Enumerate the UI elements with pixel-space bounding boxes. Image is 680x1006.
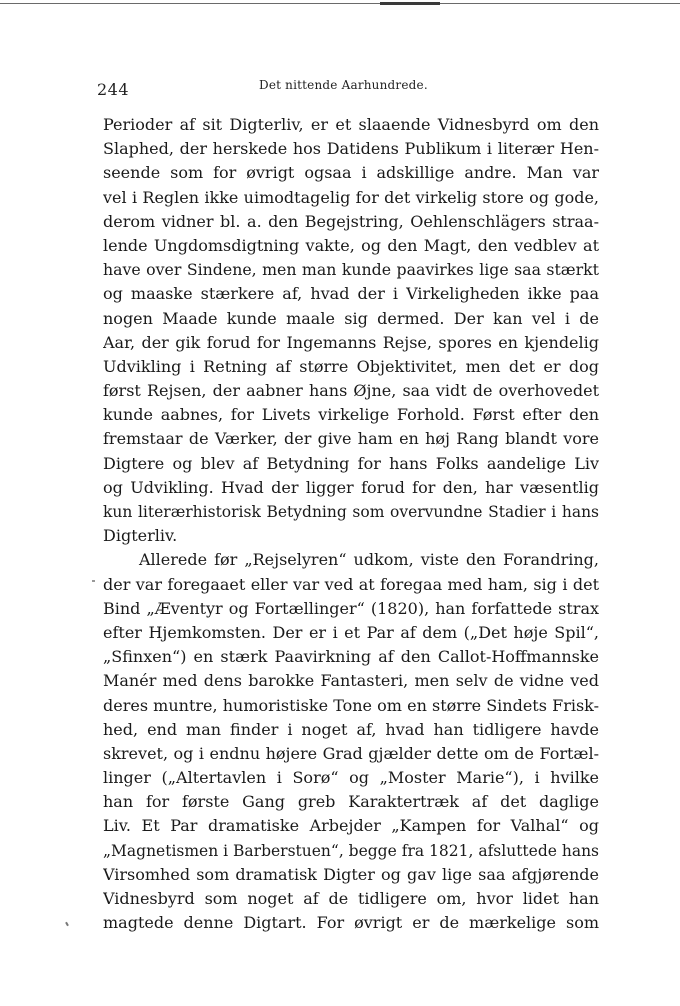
text-line: han for første Gang greb Karaktertræk af det daglige (103, 792, 599, 812)
top-edge-rule (0, 3, 680, 4)
text-line: Bind „Æventyr og Fortællinger“ (1820), han forfattede strax (103, 598, 599, 618)
body-text (103, 113, 599, 935)
text-line: Vidnesbyrd som noget af de tidligere om, hvor lidet han (103, 889, 599, 908)
text-line: Udvikling i Retning af større Objektivitet, men det er dog (103, 356, 599, 376)
text-line: Digterliv. (103, 526, 178, 546)
top-edge-rule-accent (380, 2, 440, 5)
text-line: Aar, der gik forud for Ingemanns Rejse, spores en kjendelig (103, 332, 599, 352)
text-line: magtede denne Digtart. For øvrigt er de mærkelige som (103, 913, 599, 933)
text-line: og Udvikling. Hvad der ligger forud for den, har væsentlig (103, 477, 599, 497)
text-line: skrevet, og i endnu højere Grad gjælder dette om de Fortæl- (103, 743, 599, 763)
text-line: deres muntre, humoristiske Tone om en større Sindets Frisk- (103, 695, 599, 715)
text-line: hed, end man finder i noget af, hvad han tidligere havde (103, 719, 599, 739)
text-line: Manér med dens barokke Fantasteri, men selv de vidne ved (103, 671, 599, 691)
margin-speck (92, 580, 95, 582)
text-line: Slaphed, der herskede hos Datidens Publikum i literær Hen- (103, 139, 599, 159)
running-title: Det nittende Aarhundrede. (259, 78, 428, 92)
text-line: Liv. Et Par dramatiske Arbejder „Kampen for Valhal“ og (103, 816, 599, 836)
text-line: nogen Maade kunde maale sig dermed. Der kan vel i de (103, 308, 599, 328)
stray-ink-mark (65, 922, 69, 926)
text-line: Allerede før „Rejselyren“ udkom, viste den Forandring, (139, 550, 599, 570)
text-line: Perioder af sit Digterliv, er et slaaende Vidnesbyrd om den (103, 115, 599, 134)
text-line: der var foregaaet eller var ved at foregaa med ham, sig i det (103, 574, 599, 594)
text-line: og maaske stærkere af, hvad der i Virkeligheden ikke paa (103, 284, 599, 304)
text-line: Digtere og blev af Betydning for hans Folks aandelige Liv (103, 453, 599, 473)
text-line: have over Sindene, men man kunde paavirkes lige saa stærkt (103, 260, 599, 280)
text-line: derom vidner bl. a. den Begejstring, Oehlenschlägers straa- (103, 211, 599, 231)
text-line: „Sfinxen“) en stærk Paavirkning af den Callot-Hoffmannske (103, 647, 599, 667)
text-line: vel i Reglen ikke uimodtagelig for det virkelig store og gode, (103, 187, 599, 207)
text-line: „Magnetismen i Barberstuen“, begge fra 1821, afsluttede hans (103, 841, 599, 860)
text-line: seende som for øvrigt ogsaa i adskillige andre. Man var (103, 163, 599, 183)
text-line: linger („Altertavlen i Sorø“ og „Moster Marie“), i hvilke (103, 768, 599, 788)
paragraph-2 (103, 548, 599, 935)
text-line: fremstaar de Værker, der give ham en høj Rang blandt vore (103, 429, 599, 449)
text-line: kun literærhistorisk Betydning som overvundne Stadier i hans (103, 503, 599, 521)
text-line: lende Ungdomsdigtning vakte, og den Magt, den vedblev at (103, 235, 599, 255)
page-number: 244 (97, 80, 130, 99)
text-line: Virsomhed som dramatisk Digter og gav lige saa afgjørende (103, 864, 599, 884)
text-line: kunde aabnes, for Livets virkelige Forhold. Først efter den (103, 405, 599, 425)
text-line: først Rejsen, der aabner hans Øjne, saa vidt de overhovedet (103, 381, 599, 401)
text-line: efter Hjemkomsten. Der er i et Par af dem („Det høje Spil“, (103, 622, 599, 642)
paragraph-1 (103, 113, 599, 548)
